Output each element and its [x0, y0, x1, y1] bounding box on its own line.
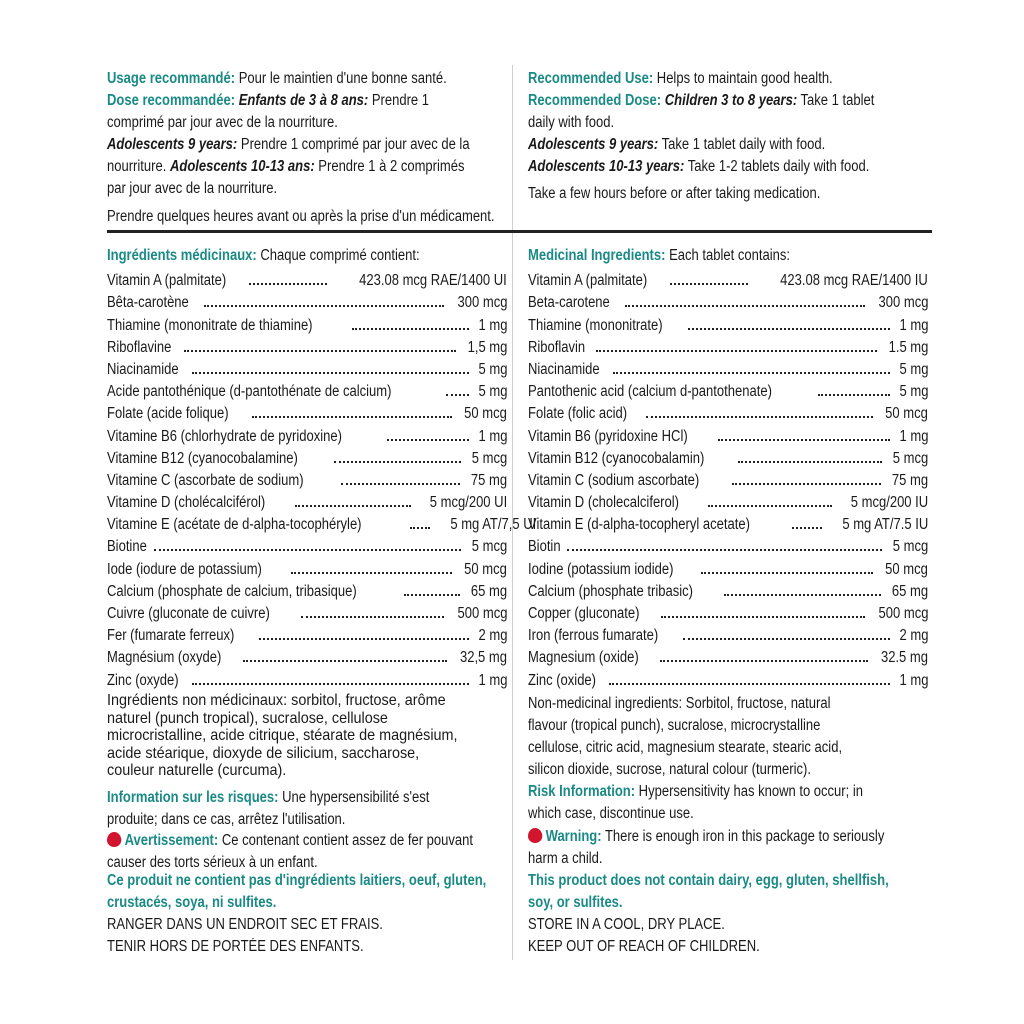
dot-leader	[688, 328, 889, 330]
ingredient-row	[107, 512, 537, 534]
ingredient-name: Fer (fumarate ferreux)	[107, 627, 235, 645]
ingredient-name: Iode (iodure de potassium)	[107, 560, 262, 578]
ingredient-amount: 1 mg	[478, 671, 507, 689]
ingredient-name: Iron (ferrous fumarate)	[528, 627, 659, 645]
ingredient-row	[528, 534, 928, 556]
usage-line-seg: Adolescents 10-13 ans:	[169, 158, 315, 175]
ingredient-name: Vitamine D (cholécalciférol)	[107, 494, 266, 512]
non-medicinal-line: flavour (tropical punch), sucralose, microcrystalline	[528, 717, 821, 734]
usage-line-seg: Recommended Use:	[528, 70, 654, 87]
warning-block	[528, 826, 928, 870]
ingredient-row	[528, 423, 928, 445]
ingredient-row	[107, 335, 507, 357]
ingredient-row	[107, 556, 507, 578]
non-medicinal-line: couleur naturelle (curcuma).	[107, 762, 287, 779]
dot-leader	[683, 638, 889, 640]
ingredient-name: Vitamin A (palmitate)	[528, 272, 648, 290]
ingredient-row	[107, 645, 507, 667]
usage-line	[107, 90, 507, 112]
ingredient-name: Acide pantothénique (d-pantothénate de calcium)	[107, 383, 392, 401]
risk-line	[528, 781, 928, 803]
ingredient-row	[107, 379, 507, 401]
column-divider	[512, 65, 513, 960]
usage-block	[107, 68, 507, 200]
dot-leader	[661, 616, 865, 618]
non-medicinal-line: cellulose, citric acid, magnesium stearate, stearic acid,	[528, 739, 843, 756]
ingredient-amount: 50 mcg	[464, 405, 507, 423]
allergen-block	[528, 870, 928, 914]
warning-line: harm a child.	[528, 850, 603, 867]
usage-line	[107, 178, 507, 200]
ingredient-name: Bêta-carotène	[107, 294, 189, 312]
storage-line: TENIR HORS DE PORTÉE DES ENFANTS.	[107, 938, 364, 955]
risk-label: Information sur les risques:	[107, 789, 279, 806]
ingredient-row	[107, 601, 507, 623]
dot-leader	[410, 527, 430, 529]
ingredient-row	[528, 645, 928, 667]
ingredient-amount: 423.08 mcg RAE/1400 UI	[359, 272, 507, 290]
ingredient-row	[107, 623, 507, 645]
ingredient-row	[528, 623, 928, 645]
dot-leader	[670, 283, 748, 285]
non-medicinal-line: Ingrédients non médicinaux: sorbitol, fructose, arôme	[107, 692, 446, 709]
risk-line	[107, 787, 507, 809]
ingredient-row	[528, 401, 928, 423]
allergen-line: This product does not contain dairy, egg, gluten, shellfish,	[528, 872, 889, 889]
ingredient-row	[107, 312, 507, 334]
dot-leader	[192, 683, 468, 685]
storage-block	[528, 914, 928, 958]
usage-line-seg: Usage recommandé:	[107, 70, 236, 87]
dot-leader	[184, 350, 456, 352]
risk-text: Hypersensitivity has known to occur; in	[635, 783, 864, 800]
ingredient-amount: 5 mg AT/7.5 IU	[842, 516, 928, 534]
storage-line: STORE IN A COOL, DRY PLACE.	[528, 916, 725, 933]
risk-line: produite; dans ce cas, arrêtez l'utilisation.	[107, 811, 346, 828]
ingredient-name: Vitamin C (sodium ascorbate)	[528, 471, 700, 489]
ingredient-amount: 5 mg	[478, 360, 507, 378]
ingredients-header	[107, 245, 507, 267]
storage-line: RANGER DANS UN ENDROIT SEC ET FRAIS.	[107, 916, 383, 933]
ingredient-amount: 50 mcg	[885, 560, 928, 578]
dot-leader	[738, 461, 882, 463]
dot-leader	[259, 638, 469, 640]
ingredient-row	[107, 490, 507, 512]
ingredients-table	[107, 268, 537, 690]
ingredients-heading	[107, 245, 507, 267]
dot-leader	[204, 305, 443, 307]
dot-leader	[613, 372, 889, 374]
dot-leader	[301, 616, 444, 618]
ingredient-name: Thiamine (mononitrate de thiamine)	[107, 316, 313, 334]
ingredient-row	[528, 579, 928, 601]
dot-leader	[660, 660, 868, 662]
ingredient-amount: 300 mcg	[457, 294, 507, 312]
dot-leader	[192, 372, 468, 374]
ingredient-name: Zinc (oxide)	[528, 671, 597, 689]
ingredient-amount: 50 mcg	[464, 560, 507, 578]
dot-leader	[252, 416, 452, 418]
ingredient-row	[528, 512, 928, 534]
ingredient-row	[528, 490, 928, 512]
ingredient-name: Calcium (phosphate tribasic)	[528, 582, 693, 600]
ingredient-name: Iodine (potassium iodide)	[528, 560, 674, 578]
dot-leader	[708, 505, 832, 507]
ingredient-name: Pantothenic acid (calcium d-pantothenate)	[528, 383, 772, 401]
ingredient-amount: 65 mg	[470, 582, 507, 600]
ingredient-amount: 300 mcg	[878, 294, 928, 312]
usage-line	[528, 112, 928, 134]
dot-leader	[625, 305, 864, 307]
usage-line-seg: par jour avec de la nourriture.	[107, 180, 278, 197]
dot-leader	[249, 283, 327, 285]
warning-line: causer des torts sérieux à un enfant.	[107, 854, 318, 871]
usage-line	[107, 112, 507, 134]
ingredient-amount: 500 mcg	[878, 605, 928, 622]
usage-line-seg: Recommended Dose:	[528, 92, 662, 109]
dot-leader	[341, 483, 460, 485]
usage-line-seg: Take 1 tablet daily with food.	[658, 136, 826, 153]
ingredient-amount: 1 mg	[899, 671, 928, 689]
ingredient-amount: 50 mcg	[885, 405, 928, 423]
risk-block	[528, 781, 928, 825]
ingredient-name: Vitamin B6 (pyridoxine HCl)	[528, 427, 688, 445]
dot-leader	[732, 483, 881, 485]
ingredient-name: Biotin	[528, 538, 561, 556]
ingredient-row	[528, 290, 928, 312]
ingredient-amount: 2 mg	[478, 627, 507, 645]
ingredient-name: Folate (acide folique)	[107, 405, 229, 423]
allergen-line: Ce produit ne contient pas d'ingrédients laitiers, oeuf, gluten,	[107, 872, 487, 889]
ingredients-table	[528, 268, 928, 690]
ingredient-name: Magnesium (oxide)	[528, 649, 639, 667]
ingredients-intro: Chaque comprimé contient:	[256, 247, 420, 264]
non-medicinal-line: silicon dioxide, sucrose, natural colour (turmeric).	[528, 761, 811, 778]
risk-block	[107, 787, 507, 831]
non-medicinal-block	[107, 692, 507, 780]
medication-timing-note: Take a few hours before or after taking medication.	[528, 185, 821, 202]
ingredient-name: Vitamine E (acétate de d-alpha-tocophéryle)	[107, 516, 362, 534]
warning-block	[107, 830, 507, 874]
ingredient-name: Vitamin A (palmitate)	[107, 272, 227, 290]
dot-leader	[387, 439, 469, 441]
ingredient-name: Niacinamide	[528, 360, 600, 378]
ingredient-name: Biotine	[107, 538, 147, 556]
ingredient-amount: 5 mcg/200 UI	[429, 494, 507, 512]
dot-leader	[295, 505, 410, 507]
dot-leader	[596, 350, 877, 352]
note-block	[107, 206, 507, 228]
usage-line-seg: Take 1-2 tablets daily with food.	[684, 158, 870, 175]
ingredient-name: Vitamine B6 (chlorhydrate de pyridoxine)	[107, 427, 342, 445]
ingredient-name: Calcium (phosphate de calcium, tribasique)	[107, 582, 357, 600]
dot-leader	[352, 328, 469, 330]
risk-line: which case, discontinue use.	[528, 805, 694, 822]
ingredient-name: Vitamin B12 (cyanocobalamin)	[528, 449, 705, 467]
ingredient-row	[107, 579, 507, 601]
usage-line	[107, 156, 507, 178]
ingredient-name: Riboflavine	[107, 338, 172, 356]
dot-leader	[404, 594, 460, 596]
dot-leader	[724, 594, 880, 596]
dot-leader	[154, 549, 460, 551]
usage-block	[528, 68, 928, 178]
allergen-block	[107, 870, 507, 914]
warning-text: Ce contenant contient assez de fer pouvant	[218, 832, 474, 849]
dot-leader	[291, 572, 452, 574]
warning-label: Avertissement:	[124, 832, 219, 849]
usage-line-seg: Prendre 1 comprimé par jour avec de la	[237, 136, 470, 153]
ingredient-row	[528, 312, 928, 334]
ingredient-amount: 32,5 mg	[459, 649, 507, 667]
risk-text: Une hypersensibilité s'est	[278, 789, 430, 806]
ingredient-name: Beta-carotene	[528, 294, 610, 312]
dot-leader	[567, 549, 882, 551]
warning-text: There is enough iron in this package to seriously	[601, 828, 885, 845]
ingredient-row	[528, 601, 928, 623]
ingredients-label: Ingrédients médicinaux:	[107, 247, 257, 264]
ingredient-amount: 1 mg	[899, 427, 928, 445]
ingredient-name: Zinc (oxyde)	[107, 671, 179, 689]
ingredient-name: Folate (folic acid)	[528, 405, 628, 423]
ingredient-name: Magnésium (oxyde)	[107, 649, 222, 667]
usage-line-seg: Enfants de 3 à 8 ans:	[238, 92, 369, 109]
ingredient-row	[528, 268, 928, 290]
ingredient-amount: 32.5 mg	[880, 649, 928, 667]
medication-timing-note: Prendre quelques heures avant ou après la prise d'un médicament.	[107, 208, 495, 225]
ingredient-row	[107, 423, 507, 445]
ingredient-amount: 1 mg	[899, 316, 928, 334]
ingredient-row	[107, 446, 507, 468]
note-block	[528, 183, 928, 205]
ingredient-amount: 1.5 mg	[888, 338, 928, 356]
ingredient-row	[107, 290, 507, 312]
dot-leader	[646, 416, 873, 418]
ingredient-row	[528, 556, 928, 578]
ingredient-amount: 5 mcg	[471, 538, 507, 556]
ingredients-heading	[528, 245, 928, 267]
ingredients-intro: Each tablet contains:	[665, 247, 790, 264]
ingredient-amount: 75 mg	[470, 471, 507, 489]
usage-line-seg: Adolescents 9 years:	[528, 136, 659, 153]
non-medicinal-line: Non-medicinal ingredients: Sorbitol, fructose, natural	[528, 695, 831, 712]
ingredient-row	[107, 357, 507, 379]
usage-line-seg: Take 1 tablet	[797, 92, 875, 109]
ingredient-amount: 1,5 mg	[467, 338, 507, 356]
usage-line-seg: nourriture.	[107, 158, 170, 175]
ingredient-row	[528, 468, 928, 490]
stop-sign-icon	[107, 832, 121, 847]
stop-sign-icon	[528, 828, 542, 843]
usage-line	[107, 134, 507, 156]
storage-block	[107, 914, 507, 958]
dot-leader	[609, 683, 890, 685]
usage-line-seg: Prendre 1 à 2 comprimés	[314, 158, 465, 175]
usage-line-seg: Children 3 to 8 years:	[664, 92, 798, 109]
ingredient-name: Niacinamide	[107, 360, 179, 378]
ingredient-name: Vitamin D (cholecalciferol)	[528, 494, 679, 512]
dot-leader	[818, 394, 889, 396]
ingredient-name: Cuivre (gluconate de cuivre)	[107, 605, 270, 622]
ingredient-name: Vitamine B12 (cyanocobalamine)	[107, 449, 298, 467]
ingredient-name: Riboflavin	[528, 338, 586, 356]
ingredient-row	[107, 468, 507, 490]
ingredient-name: Copper (gluconate)	[528, 605, 640, 622]
usage-line-seg: Prendre 1	[368, 92, 430, 109]
ingredient-row	[107, 534, 507, 556]
ingredient-amount: 5 mg	[899, 360, 928, 378]
ingredient-amount: 75 mg	[891, 471, 928, 489]
ingredient-amount: 5 mcg	[892, 449, 928, 467]
usage-line	[107, 68, 507, 90]
non-medicinal-block	[528, 693, 928, 781]
ingredient-amount: 2 mg	[899, 627, 928, 645]
ingredient-amount: 500 mcg	[457, 605, 507, 622]
storage-line: KEEP OUT OF REACH OF CHILDREN.	[528, 938, 760, 955]
ingredient-amount: 423.08 mcg RAE/1400 IU	[780, 272, 928, 290]
ingredient-name: Vitamine C (ascorbate de sodium)	[107, 471, 304, 489]
ingredient-row	[107, 268, 507, 290]
warning-label: Warning:	[545, 828, 602, 845]
ingredient-row	[528, 446, 928, 468]
allergen-line: soy, or sulfites.	[528, 894, 623, 911]
usage-line-seg: Pour le maintien d'une bonne santé.	[235, 70, 447, 87]
ingredient-amount: 5 mcg/200 IU	[850, 494, 928, 512]
risk-label: Risk Information:	[528, 783, 636, 800]
ingredient-row	[528, 379, 928, 401]
warning-line	[528, 826, 928, 848]
ingredient-row	[528, 335, 928, 357]
ingredient-amount: 5 mcg	[471, 449, 507, 467]
ingredient-amount: 5 mcg	[892, 538, 928, 556]
ingredient-amount: 5 mg AT/7,5 UI	[450, 516, 537, 534]
ingredient-amount: 5 mg	[478, 383, 507, 401]
dot-leader	[718, 439, 889, 441]
usage-line	[528, 90, 928, 112]
dot-leader	[446, 394, 469, 396]
ingredients-label: Medicinal Ingredients:	[528, 247, 666, 264]
usage-line-seg: Dose recommandée:	[107, 92, 236, 109]
usage-line-seg: daily with food.	[528, 114, 615, 131]
usage-line-seg: comprimé par jour avec de la nourriture.	[107, 114, 338, 131]
non-medicinal-line: acide stéarique, dioxyde de silicium, saccharose,	[107, 744, 420, 762]
non-medicinal-line: naturel (punch tropical), sucralose, cellulose	[107, 709, 388, 727]
usage-line	[528, 156, 928, 178]
ingredient-row	[528, 357, 928, 379]
section-divider	[107, 230, 932, 233]
ingredient-amount: 1 mg	[478, 316, 507, 334]
allergen-line: crustacés, soya, ni sulfites.	[107, 894, 277, 911]
non-medicinal-line: microcristalline, acide citrique, stéarate de magnésium,	[107, 727, 458, 744]
warning-line	[107, 830, 507, 852]
ingredient-amount: 65 mg	[891, 582, 928, 600]
usage-line-seg: Helps to maintain good health.	[653, 70, 833, 87]
dot-leader	[243, 660, 447, 662]
ingredient-row	[528, 667, 928, 689]
ingredient-amount: 5 mg	[899, 383, 928, 401]
dot-leader	[792, 527, 822, 529]
usage-line-seg: Adolescents 9 years:	[107, 136, 238, 153]
usage-line	[528, 68, 928, 90]
ingredient-row	[107, 667, 507, 689]
usage-line	[528, 134, 928, 156]
usage-line-seg: Adolescents 10-13 years:	[528, 158, 685, 175]
dot-leader	[334, 461, 461, 463]
ingredient-name: Vitamin E (d-alpha-tocopheryl acetate)	[528, 516, 750, 534]
ingredient-row	[107, 401, 507, 423]
ingredient-name: Thiamine (mononitrate)	[528, 316, 663, 334]
dot-leader	[701, 572, 873, 574]
ingredient-amount: 1 mg	[478, 427, 507, 445]
ingredients-header	[528, 245, 928, 267]
